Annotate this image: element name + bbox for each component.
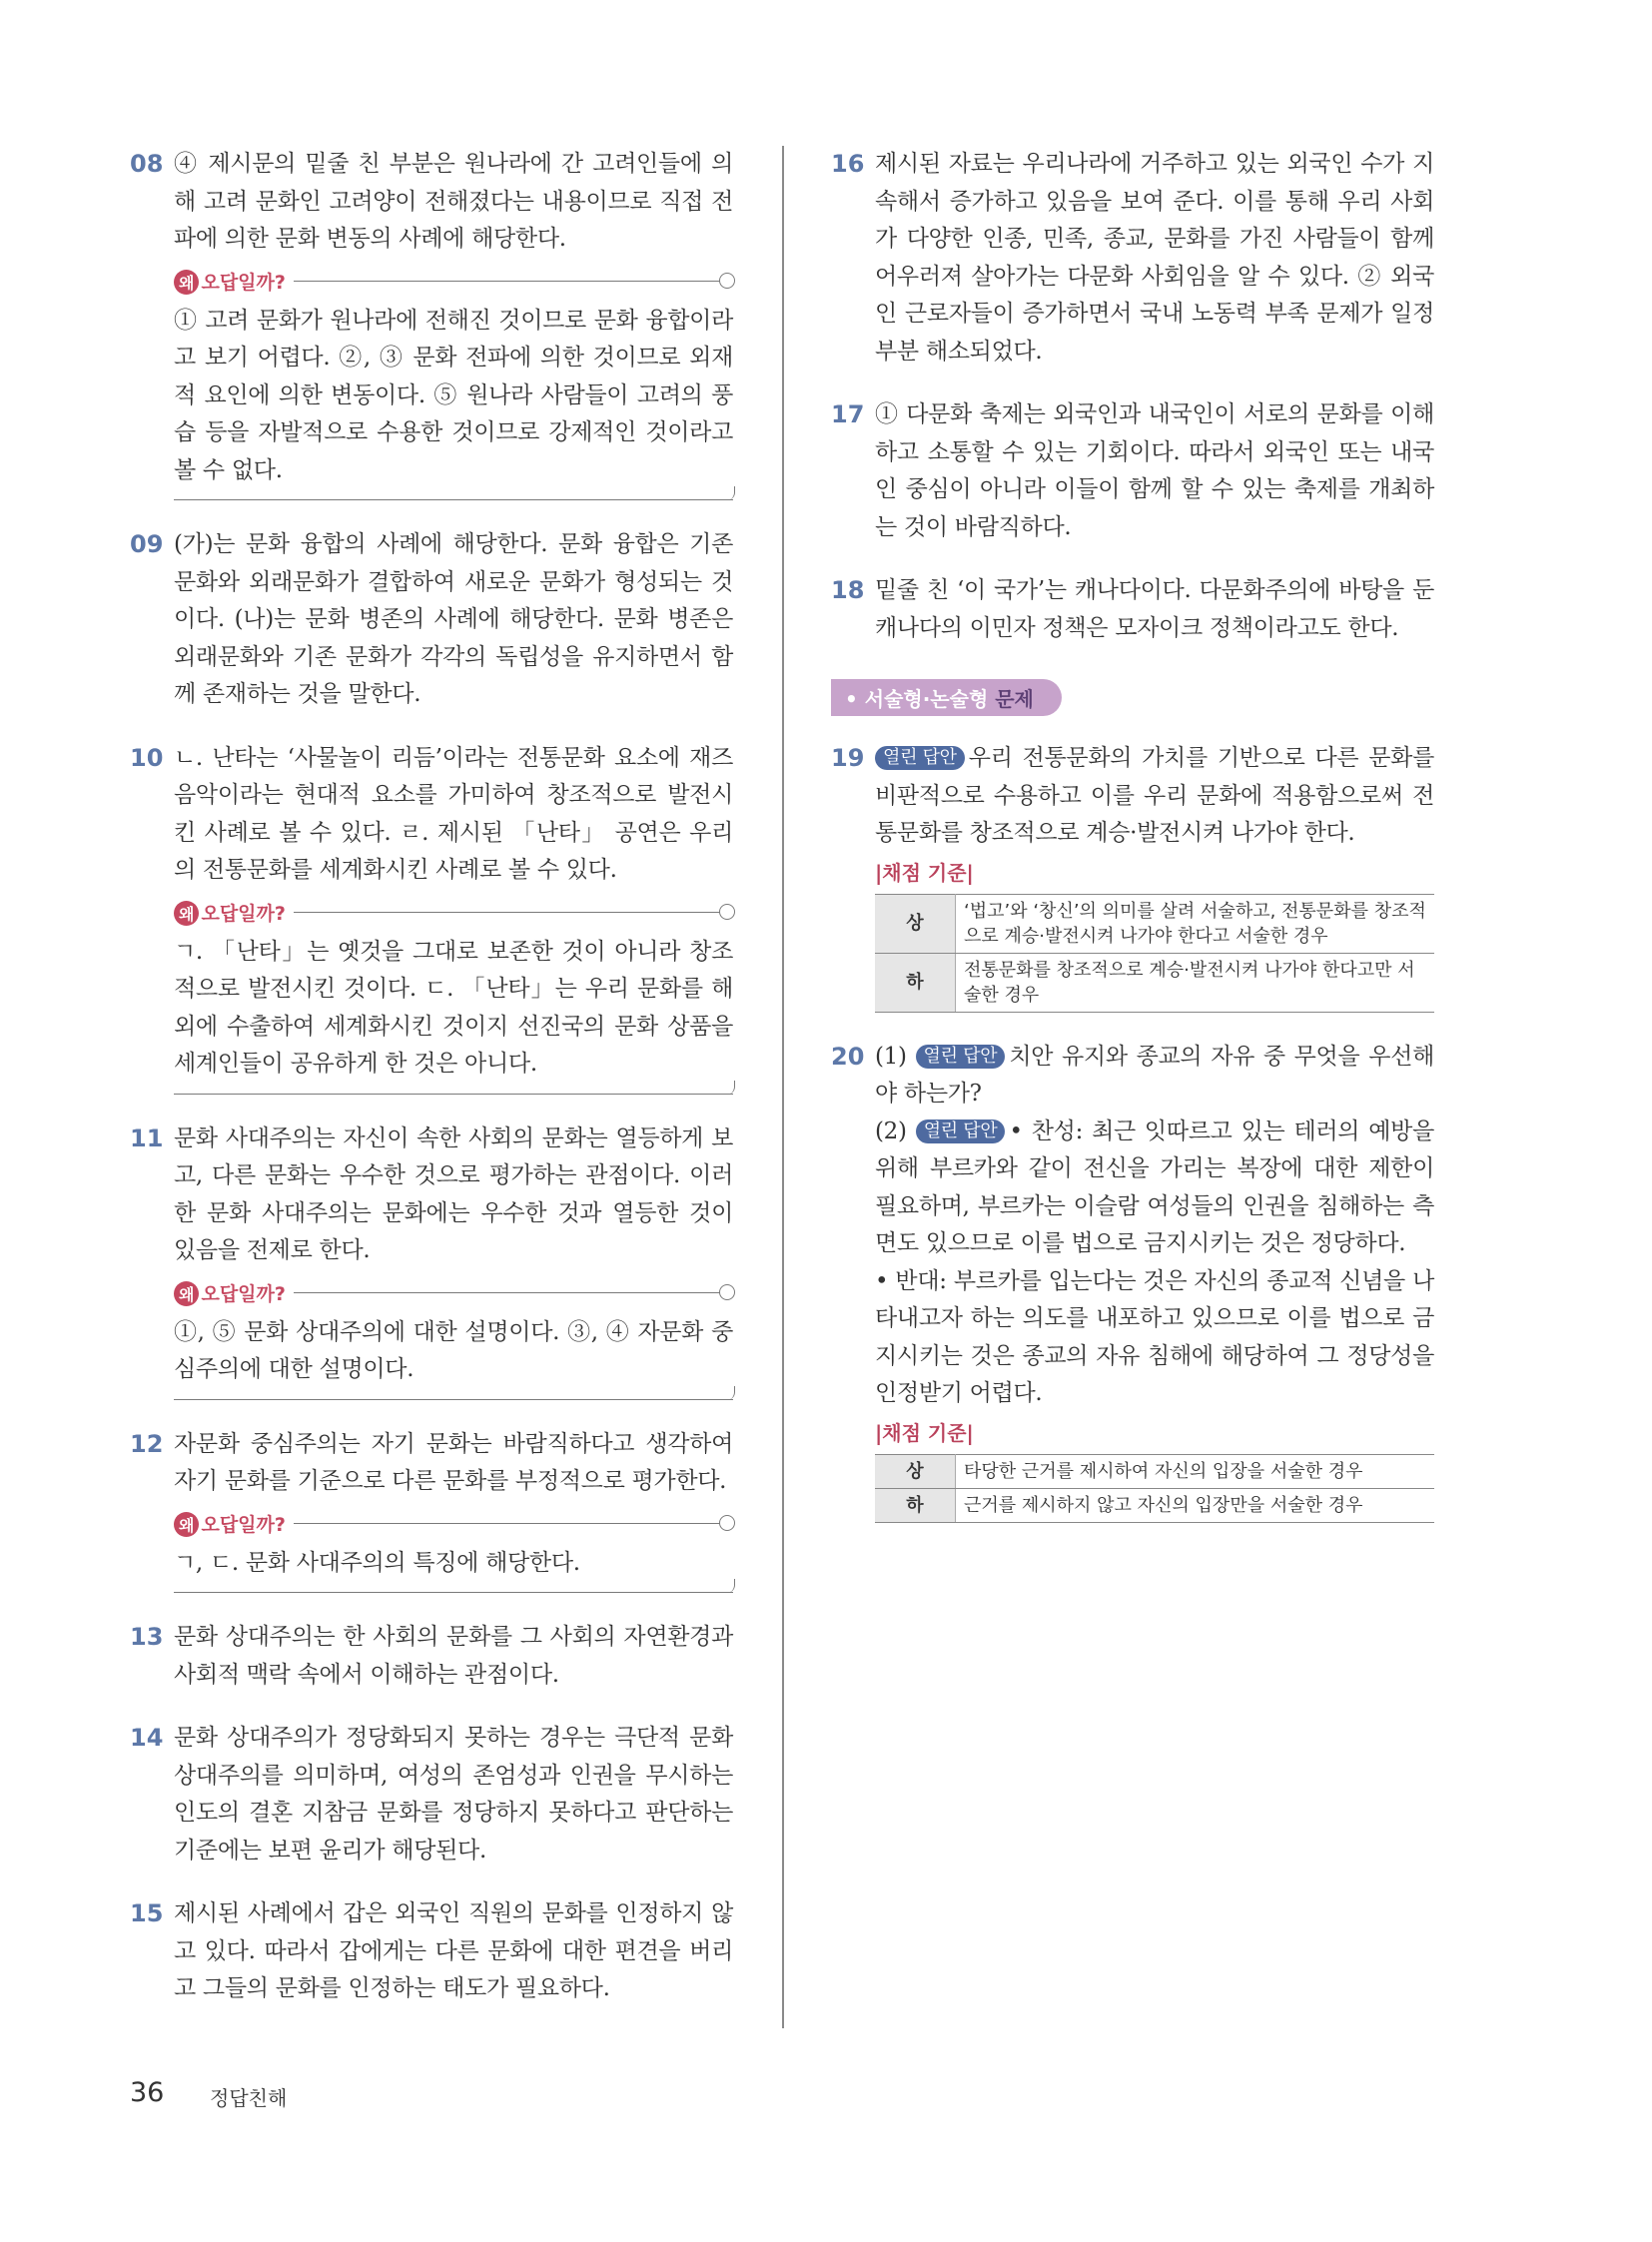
wrong-answer-label: 왜 오답일까? [174, 1279, 286, 1306]
answer-item-19 [831, 740, 1434, 1013]
answer-text: 밑줄 친 ‘이 국가’는 캐나다이다. 다문화주의에 바탕을 둔 캐나다의 이민자 정책은 모자이크 정책이라고도 한다. [875, 577, 1434, 641]
wrong-answer-box [174, 263, 733, 501]
table-row: 상 ‘법고’와 ‘창신’의 의미를 살려 서술하고, 전통문화를 창조적으로 계승·발전시켜 나가야 한다고 서술한 경우 [875, 894, 1434, 953]
answer-item-14 [130, 1720, 733, 1869]
answer-item-08 [130, 146, 733, 500]
table-row: 하 전통문화를 창조적으로 계승·발전시켜 나가야 한다고만 서술한 경우 [875, 953, 1434, 1012]
answer-item-17 [831, 396, 1434, 546]
criteria-label: |채점 기준| [875, 860, 974, 885]
left-column [130, 146, 733, 2034]
wrong-answer-box [174, 1505, 733, 1594]
item-number: 11 [130, 1123, 164, 1152]
answer-item-18 [831, 572, 1434, 647]
wrong-answer-label: 왜 오답일까? [174, 899, 286, 926]
item-number: 18 [831, 576, 865, 604]
criteria-table [875, 1454, 1434, 1523]
item-number: 15 [130, 1899, 164, 1927]
item-number: 10 [130, 743, 164, 772]
answer-text: (가)는 문화 융합의 사례에 해당한다. 문화 융합은 기존 문화와 외래문화가 결합하여 새로운 문화가 형성되는 것이다. (나)는 문화 병존의 사례에 해당한다. 문화 병존은 외래문화와 기존 문화가 각각의 독립성을 유지하면서 함께 존재하는 것을 말한다. [174, 531, 733, 707]
answer-item-10 [130, 740, 733, 1095]
wrong-answer-box [174, 894, 733, 1095]
answer-item-20 [831, 1039, 1434, 1523]
answer-text: ④ 제시문의 밑줄 친 부분은 원나라에 간 고려인들에 의해 고려 문화인 고려양이 전해졌다는 내용이므로 직접 전파에 의한 문화 변동의 사례에 해당한다. [174, 151, 733, 252]
answer-text: ① 다문화 축제는 외국인과 내국인이 서로의 문화를 이해하고 소통할 수 있는 기회이다. 따라서 외국인 또는 내국인 중심이 아니라 이들이 함께 할 수 있는 축제를 개최하는 것이 바람직하다. [875, 401, 1434, 540]
open-answer-tag: 열린 답안 [916, 1045, 1006, 1069]
wrong-answer-label: 왜 오답일까? [174, 1510, 286, 1537]
section-header: • 서술형·논술형 문제 [831, 679, 1062, 716]
answer-item-15 [130, 1895, 733, 2008]
wrong-answer-label: 왜 오답일까? [174, 268, 286, 295]
page-number: 36 [130, 2077, 165, 2108]
answer-item-11 [130, 1121, 733, 1400]
answer-part-1: (1) 열린 답안 치안 유지와 종교의 자유 중 무엇을 우선해야 하는가? [875, 1043, 1434, 1107]
item-number: 20 [831, 1042, 865, 1071]
item-number: 16 [831, 150, 865, 178]
item-number: 14 [130, 1724, 164, 1752]
answer-item-16 [831, 146, 1434, 371]
item-number: 13 [130, 1623, 164, 1651]
wrong-answer-box [174, 1274, 733, 1400]
answer-text: 문화 상대주의는 한 사회의 문화를 그 사회의 자연환경과 사회적 맥락 속에서 이해하는 관점이다. [174, 1624, 733, 1688]
answer-text: 자문화 중심주의는 자기 문화는 바람직하다고 생각하여 자기 문화를 기준으로 다른 문화를 부정적으로 평가한다. [174, 1430, 733, 1494]
table-row: 상 타당한 근거를 제시하여 자신의 입장을 서술한 경우 [875, 1454, 1434, 1488]
criteria-table [875, 894, 1434, 1013]
answer-text: ㄴ. 난타는 ‘사물놀이 리듬’이라는 전통문화 요소에 재즈 음악이라는 현대적 요소를 가미하여 창조적으로 발전시킨 사례로 볼 수 있다. ㄹ. 제시된 「난타」 공연은 우리의 전통문화를 세계화시킨 사례로 볼 수 있다. [174, 744, 733, 883]
criteria-label: |채점 기준| [875, 1420, 974, 1445]
answer-item-12 [130, 1426, 733, 1594]
item-number: 09 [130, 530, 164, 558]
answer-text: 열린 답안 우리 전통문화의 가치를 기반으로 다른 문화를 비판적으로 수용하고 이를 우리 문화에 적용함으로써 전통문화를 창조적으로 계승·발전시켜 나가야 한다. [875, 745, 1434, 846]
wrong-answer-text: ① 고려 문화가 원나라에 전해진 것이므로 문화 융합이라고 보기 어렵다. ②, ③ 문화 전파에 의한 것이므로 외재적 요인에 의한 변동이다. ⑤ 원나라 사람들이 고려의 풍습 등을 자발적으로 수용한 것이므로 강제적인 것이라고 볼 수 없다. [174, 307, 733, 483]
item-number: 19 [831, 744, 865, 772]
footer-label: 정답친해 [210, 2086, 288, 2110]
item-number: 17 [831, 400, 865, 428]
item-number: 12 [130, 1429, 164, 1458]
table-row: 하 근거를 제시하지 않고 자신의 입장만을 서술한 경우 [875, 1488, 1434, 1522]
open-answer-tag: 열린 답안 [916, 1120, 1006, 1143]
answer-text: 문화 사대주의는 자신이 속한 사회의 문화는 열등하게 보고, 다른 문화는 우수한 것으로 평가하는 관점이다. 이러한 문화 사대주의는 문화에는 우수한 것과 열등한 것이 있음을 전제로 한다. [174, 1124, 733, 1263]
open-answer-tag: 열린 답안 [875, 746, 965, 770]
right-column [831, 146, 1434, 1549]
answer-item-09 [130, 526, 733, 714]
answer-text: 제시된 사례에서 갑은 외국인 직원의 문화를 인정하지 않고 있다. 따라서 갑에게는 다른 문화에 대한 편견을 버리고 그들의 문화를 인정하는 태도가 필요하다. [174, 1900, 733, 2001]
wrong-answer-text: ㄱ. 「난타」는 옛것을 그대로 보존한 것이 아니라 창조적으로 발전시킨 것이다. ㄷ. 「난타」는 우리 문화를 해외에 수출하여 세계화시킨 것이지 선진국의 문화 상품을 세계인들이 공유하게 한 것은 아니다. [174, 938, 733, 1077]
column-divider [782, 146, 784, 2028]
answer-part-3: • 반대: 부르카를 입는다는 것은 자신의 종교적 신념을 나타내고자 하는 의도를 내포하고 있으므로 이를 법으로 금지시키는 것은 종교의 자유 침해에 해당하여 그 정당성을 인정받기 어렵다. [875, 1267, 1434, 1406]
answer-text: 문화 상대주의가 정당화되지 못하는 경우는 극단적 문화 상대주의를 의미하며, 여성의 존엄성과 인권을 무시하는 인도의 결혼 지참금 문화를 정당하지 못하다고 판단하는 기준에는 보편 윤리가 해당된다. [174, 1725, 733, 1864]
item-number: 08 [130, 150, 164, 178]
answer-part-2: (2) 열린 답안 • 찬성: 최근 잇따르고 있는 테러의 예방을 위해 부르카와 같이 전신을 가리는 복장에 대한 제한이 필요하며, 부르카는 이슬람 여성들의 인권을 침해하는 측면도 있으므로 이를 법으로 금지시키는 것은 정당하다. [875, 1118, 1434, 1256]
wrong-answer-text: ①, ⑤ 문화 상대주의에 대한 설명이다. ③, ④ 자문화 중심주의에 대한 설명이다. [174, 1318, 733, 1382]
wrong-answer-text: ㄱ, ㄷ. 문화 사대주의의 특징에 해당한다. [174, 1549, 580, 1576]
answer-text: 제시된 자료는 우리나라에 거주하고 있는 외국인 수가 지속해서 증가하고 있음을 보여 준다. 이를 통해 우리 사회가 다양한 인종, 민족, 종교, 문화를 가진 사람들이 함께 어우러져 살아가는 다문화 사회임을 알 수 있다. ② 외국인 근로자들이 증가하면서 국내 노동력 부족 문제가 일정 부분 해소되었다. [875, 151, 1434, 365]
answer-item-13 [130, 1619, 733, 1694]
